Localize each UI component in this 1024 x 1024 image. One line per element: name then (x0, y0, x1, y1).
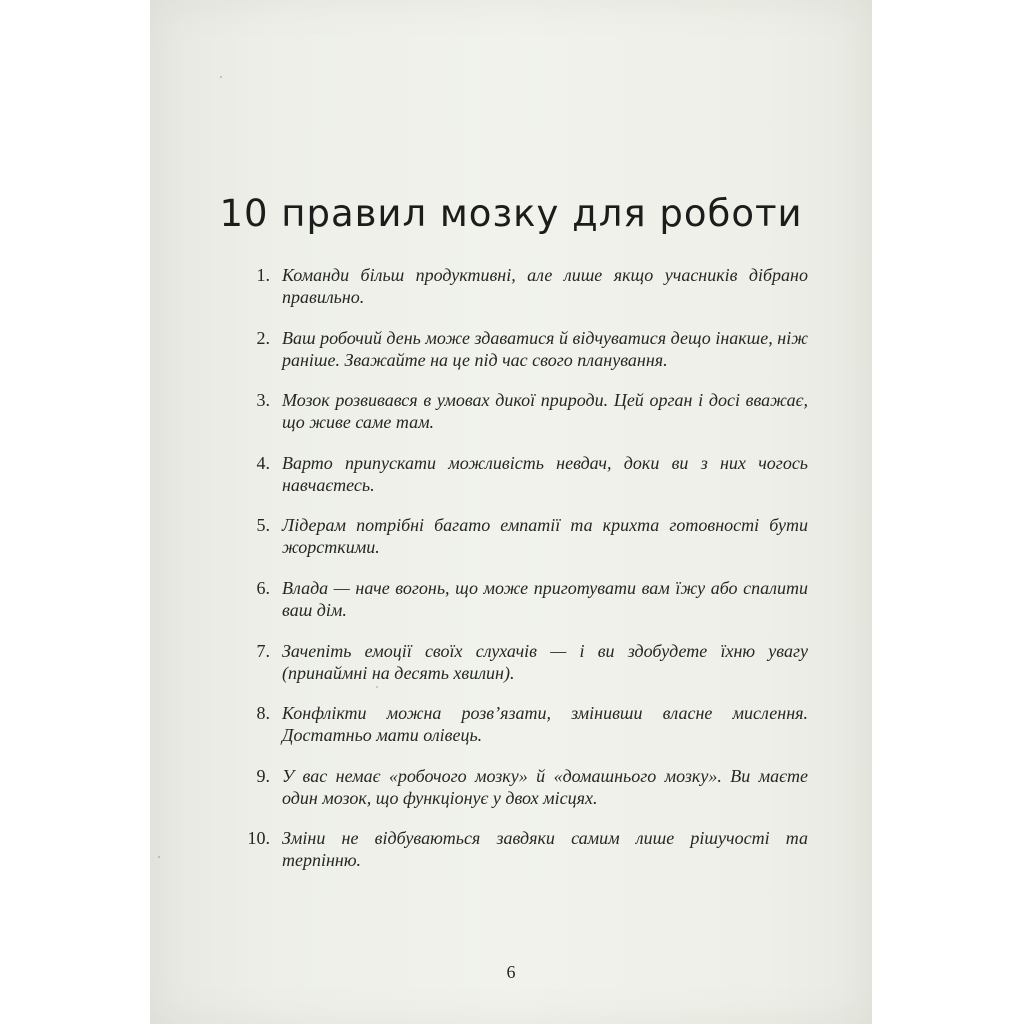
rule-text: Влада — наче вогонь, що може приготувати вам їжу або спалити ваш дім. (282, 577, 808, 620)
rule-number: 8. (256, 703, 270, 724)
book-page (150, 0, 872, 1024)
rule-number: 7. (256, 640, 270, 661)
rule-item (242, 577, 808, 640)
rules-list (242, 264, 808, 890)
page-title: 10 правил мозку для роботи (219, 192, 803, 235)
rule-item (242, 327, 808, 390)
rule-text: Варто припускати можливість невдач, доки ви з них чогось навчаєтесь. (282, 452, 808, 495)
rule-text: Зачепіть емоції своїх слухачів — і ви здобудете їхню увагу (принаймні на десять хвилин). (282, 640, 808, 683)
rule-number: 9. (256, 765, 270, 786)
rule-number: 6. (256, 577, 270, 598)
rule-item (242, 514, 808, 577)
rule-item (242, 765, 808, 828)
rule-text: У вас немає «робочого мозку» й «домашнього мозку». Ви маєте один мозок, що функціонує у двох місцях. (282, 765, 808, 808)
rule-number: 2. (256, 327, 270, 348)
rule-number: 10. (247, 828, 270, 849)
rule-text: Команди більш продуктивні, але лише якщо учасників дібрано правильно. (282, 265, 808, 307)
rule-number: 3. (256, 390, 270, 411)
rule-text: Конфлікти можна розв’язати, змінивши власне мислення. Достатньо мати олівець. (282, 703, 808, 746)
rule-item (242, 640, 808, 703)
paper-speck (158, 856, 160, 858)
paper-speck (220, 76, 222, 78)
rule-item (242, 389, 808, 452)
rule-item (242, 452, 808, 515)
rule-item (242, 827, 808, 890)
rule-text: Мозок розвивався в умовах дикої природи. Цей орган і досі вважає, що живе саме там. (282, 390, 808, 433)
rule-text: Лідерам потрібні багато емпатії та крихта готовності бути жорсткими. (282, 515, 808, 558)
rule-number: 4. (256, 452, 270, 473)
rule-text: Ваш робочий день може здаватися й відчуватися дещо інакше, ніж раніше. Зважайте на це під час свого планування. (282, 327, 808, 370)
rule-number: 5. (256, 515, 270, 536)
rule-number: 1. (256, 265, 270, 285)
rule-item (242, 702, 808, 765)
rule-item (242, 264, 808, 327)
page-number: 6 (506, 962, 516, 982)
rule-text: Зміни не відбуваються завдяки самим лише рішучості та терпінню. (282, 828, 808, 871)
